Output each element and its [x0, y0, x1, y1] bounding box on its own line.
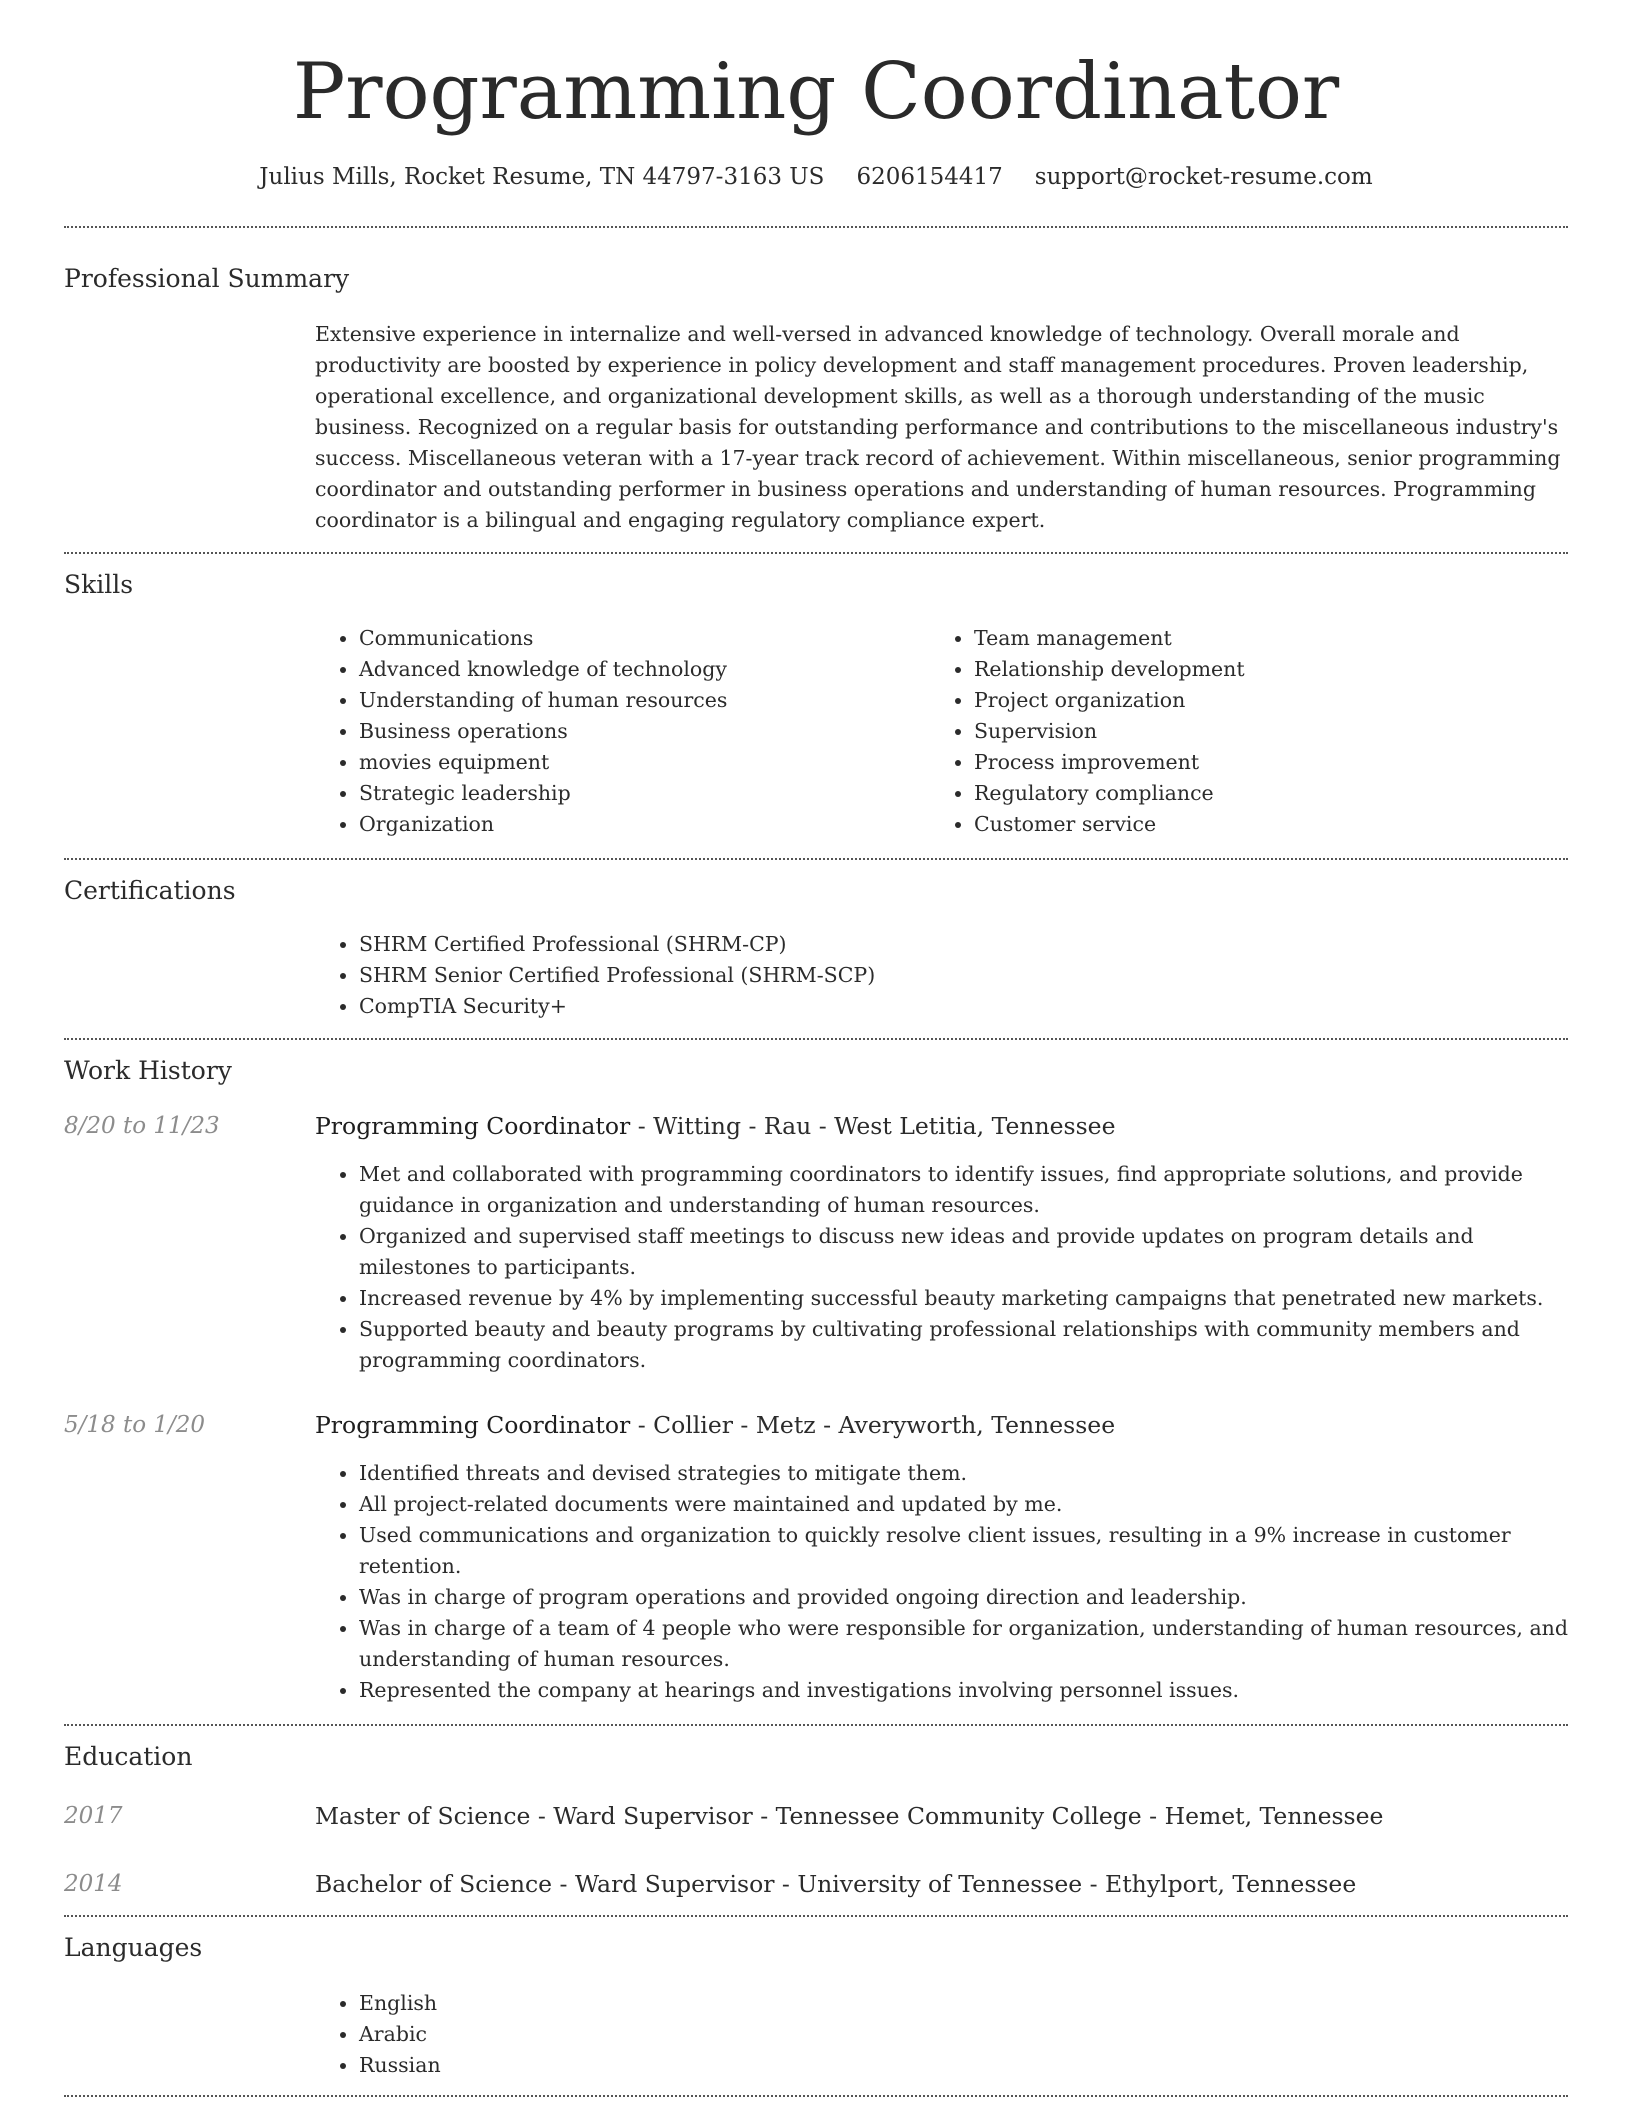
contact-line [64, 164, 1568, 190]
job-bullet: • Used communications and organization to quickly resolve client issues, resulting in a 9% increase in customer retention. [359, 1520, 1568, 1582]
job-bullets [315, 1159, 1568, 1376]
skill-item: • Strategic leadership [359, 778, 930, 809]
certification-item: • SHRM Senior Certified Professional (SHRM-SCP) [359, 960, 1568, 991]
job-bullets [315, 1458, 1568, 1706]
job-bullet: • All project-related documents were maintained and updated by me. [359, 1489, 1568, 1520]
skill-item: • movies equipment [359, 747, 930, 778]
summary-heading: Professional Summary [64, 263, 350, 293]
section-divider [64, 2095, 1568, 2097]
certification-item: • SHRM Certified Professional (SHRM-CP) [359, 929, 1568, 960]
certification-list [315, 929, 1568, 1022]
resume-header [64, 0, 1568, 190]
skill-item: • Customer service [974, 809, 1545, 840]
job-bullet: • Supported beauty and beauty programs by cultivating professional relationships with community members and programming coordinators. [359, 1314, 1568, 1376]
skill-item: • Advanced knowledge of technology [359, 654, 930, 685]
skills-column-right [930, 623, 1545, 840]
job-dates: 8/20 to 11/23 [64, 1112, 220, 1139]
skill-item: • Business operations [359, 716, 930, 747]
skill-item: • Relationship development [974, 654, 1545, 685]
certifications-heading: Certifications [64, 875, 236, 905]
education-school: - Ward Supervisor - University of Tennessee - Ethylport, Tennessee [552, 1869, 1357, 1898]
job-dates: 5/18 to 1/20 [64, 1411, 206, 1438]
language-item: • English [359, 1988, 1568, 2019]
job-body [315, 1111, 1568, 1376]
contact-address: Julius Mills, Rocket Resume, TN 44797-3163 US [259, 163, 825, 190]
language-item: • Russian [359, 2050, 1568, 2081]
work-history-heading: Work History [64, 1055, 232, 1085]
skill-item: • Communications [359, 623, 930, 654]
education-entry [64, 1869, 1568, 1899]
job-title [315, 1410, 1568, 1440]
skills-heading: Skills [64, 569, 134, 599]
certifications-section [64, 860, 1568, 1022]
skill-item: • Regulatory compliance [974, 778, 1545, 809]
education-title [315, 1869, 1356, 1899]
skills-section [64, 554, 1568, 840]
contact-email: support@rocket-resume.com [1034, 163, 1373, 190]
skill-item: • Project organization [974, 685, 1545, 716]
skills-column-left [315, 623, 930, 840]
job-body [315, 1410, 1568, 1706]
education-heading: Education [64, 1741, 193, 1771]
education-degree: Bachelor of Science [315, 1869, 553, 1898]
education-title [315, 1801, 1383, 1831]
job-bullet: • Organized and supervised staff meetings to discuss new ideas and provide updates on program details and milestones to participants. [359, 1221, 1568, 1283]
job-employer: - Collier - Metz - Averyworth, Tennessee [630, 1410, 1116, 1439]
education-year: 2014 [64, 1870, 123, 1897]
job-entry [64, 1410, 1568, 1706]
certification-item: • CompTIA Security+ [359, 991, 1568, 1022]
summary-text: Extensive experience in internalize and well-versed in advanced knowledge of technology. Overall morale and productivity are boosted by experience in policy development and staff management procedures. Proven leadership, operational excellence, and organizational development skills, as well as a thorough understanding of the music business. Recognized on a regular basis for outstanding performance and contributions to the miscellaneous industry's success. Miscellaneous veteran with a 17-year track record of achievement. Within miscellaneous, senior programming coordinator and outstanding performer in business operations and understanding of human resources. Programming coordinator is a bilingual and engaging regulatory compliance expert. [315, 321, 1561, 532]
job-bullet: • Identified threats and devised strategies to mitigate them. [359, 1458, 1568, 1489]
job-role: Programming Coordinator [315, 1410, 631, 1439]
language-list [315, 1988, 1568, 2081]
job-role: Programming Coordinator [315, 1111, 631, 1140]
education-school: - Ward Supervisor - Tennessee Community College - Hemet, Tennessee [530, 1801, 1384, 1830]
work-history-section [64, 1040, 1568, 1724]
education-year: 2017 [64, 1802, 123, 1829]
skill-item: • Supervision [974, 716, 1545, 747]
languages-section [64, 1917, 1568, 2081]
job-bullet: • Was in charge of program operations and provided ongoing direction and leadership. [359, 1582, 1568, 1613]
skill-item: • Process improvement [974, 747, 1545, 778]
job-bullet: • Met and collaborated with programming coordinators to identify issues, find appropriate solutions, and provide guidance in organization and understanding of human resources. [359, 1159, 1568, 1221]
education-degree: Master of Science [315, 1801, 531, 1830]
languages-heading: Languages [64, 1932, 203, 1962]
job-entry [64, 1111, 1568, 1376]
skill-item: • Team management [974, 623, 1545, 654]
language-item: • Arabic [359, 2019, 1568, 2050]
candidate-title: Programming Coordinator [292, 47, 1340, 137]
job-bullet: • Increased revenue by 4% by implementing successful beauty marketing campaigns that penetrated new markets. [359, 1283, 1568, 1314]
job-bullet: • Represented the company at hearings and investigations involving personnel issues. [359, 1675, 1568, 1706]
job-bullet: • Was in charge of a team of 4 people who were responsible for organization, understanding of human resources, and understanding of human resources. [359, 1613, 1568, 1675]
skills-grid [315, 623, 1568, 840]
skill-item: • Organization [359, 809, 930, 840]
skill-item: • Understanding of human resources [359, 685, 930, 716]
job-employer: - Witting - Rau - West Letitia, Tennessee [630, 1111, 1116, 1140]
job-title [315, 1111, 1568, 1141]
contact-phone: 6206154417 [856, 163, 1003, 190]
education-section [64, 1726, 1568, 1915]
summary-section [64, 228, 1568, 536]
education-entry [64, 1801, 1568, 1831]
